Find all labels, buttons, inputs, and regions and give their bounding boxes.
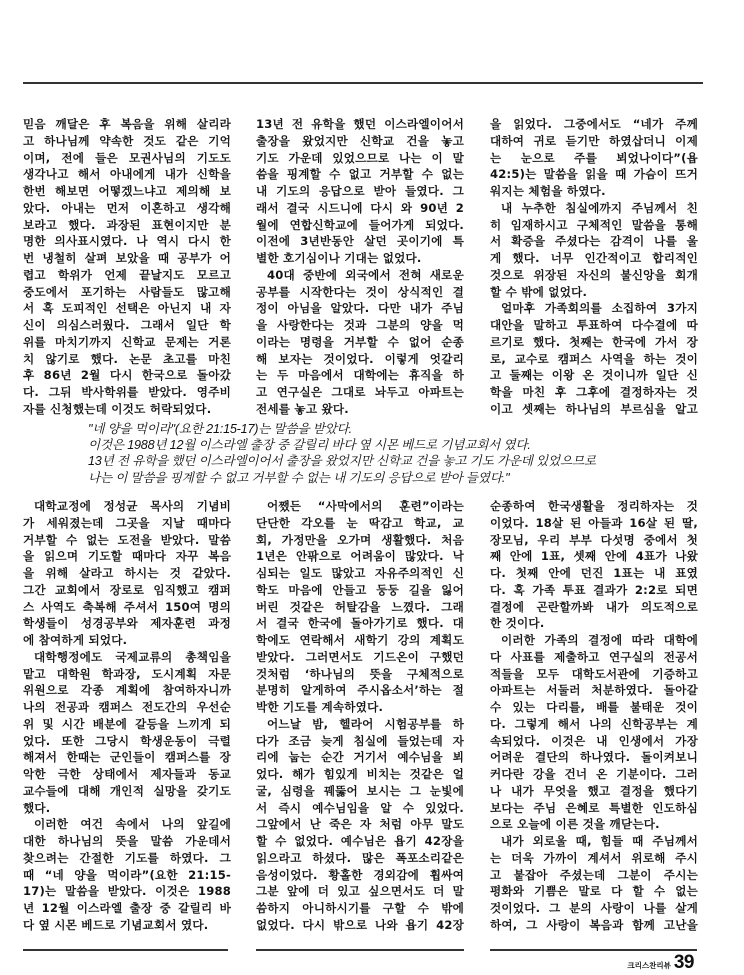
- text-line: 월에 연합신학교에 들어가게 되었다.: [256, 217, 464, 232]
- text-line: 신이 의심스러웠다. 그래서 일단 학: [23, 318, 231, 332]
- text-line: 해 보자는 것이었다. 이렇게 엇갈리: [256, 351, 464, 366]
- text-line: 버린 것같은 허탈감을 느꼈다. 그래: [256, 599, 464, 614]
- bottom-rule-right: [490, 949, 697, 951]
- text-line: 내가 외로울 때, 힘들 때 주님께서: [501, 834, 698, 848]
- text-line: 고 둘째는 이왕 온 것이니까 일단 신: [490, 368, 698, 383]
- bottom-column-2: [256, 498, 464, 934]
- text-line: 한 것이다.: [490, 616, 545, 631]
- text-line: 다가 조금 늦게 침실에 들었는데 자: [256, 733, 464, 748]
- text-line: 기도 가운데 있었으므로 나는 이 말: [256, 150, 464, 165]
- text-line: 서 확증을 주셨다는 감격이 나를 울: [490, 234, 698, 249]
- text-line: 교수들에 대해 개인적 실망을 갖기도: [23, 783, 231, 798]
- text-line: 다 옆 시몬 베드로 기념교회서 였다.: [23, 917, 209, 932]
- text-line: 학을 마친 후 그후에 결정하자는 것: [490, 385, 698, 399]
- text-line: 명한 의사표시였다. 나 역시 다시 한: [23, 234, 231, 249]
- pull-quote: [88, 421, 688, 486]
- text-line: 서 즉시 예수님임을 알 수 있었다.: [256, 800, 464, 815]
- text-line: 번 냉철히 살펴 보았을 때 공부가 어: [23, 251, 231, 265]
- text-line: 심되는 일도 많았고 자유주의적인 신: [256, 566, 464, 580]
- bottom-rule-middle: [256, 949, 464, 951]
- text-line: 없었다. 다시 밖으로 나와 욥기 42장: [256, 917, 464, 932]
- top-rule: [23, 82, 703, 84]
- text-line: 보라고 했다. 과장된 표현이지만 분: [23, 217, 231, 232]
- text-line: 결정에 곤란할까봐 내가 의도적으로: [490, 599, 698, 614]
- text-line: 해져서 한때는 군인들이 캠퍼스를 장: [23, 750, 231, 765]
- top-column-1: [23, 116, 231, 418]
- text-line: 치 않기로 했다. 논문 초고를 마친: [23, 351, 231, 366]
- page-number: 39: [673, 952, 694, 973]
- text-line: 이전에 3년반동안 살던 곳이기에 특: [256, 234, 464, 249]
- text-line: 그간 교회에서 장로로 임직했고 캠퍼: [23, 582, 231, 597]
- pull-quote-line: 13년 전 유학을 했던 이스라엘이어서 출장을 왔었지만 신학교 건을 놓고 기도 가운데 있었으므로: [88, 454, 596, 469]
- text-line: 40대 중반에 외국에서 전혀 새로운: [267, 267, 464, 282]
- text-line: 가 세워졌는데 그곳을 지날 때마다: [23, 515, 231, 530]
- pull-quote-line: "네 양을 먹이라"(요한 21:15-17)는 말씀을 받았다.: [88, 422, 352, 436]
- magazine-name: 크리스찬리뷰: [627, 961, 671, 970]
- text-line: 했다.: [23, 800, 51, 815]
- text-line: 는 눈으로 주를 뵈었나이다”(욥: [490, 150, 698, 165]
- text-line: 었다. 해가 힘있게 비치는 것같은 얼: [256, 767, 464, 781]
- text-line: 위를 마치기까지 신학교 문제는 거론: [23, 334, 231, 349]
- text-line: 생각나고 해서 아내에게 내가 신학을: [23, 167, 231, 182]
- text-line: 대하여 귀로 듣기만 하였삽더니 이제: [490, 133, 698, 148]
- text-line: 다. 그뒤 박사학위를 받았다. 영주비: [23, 385, 231, 399]
- text-line: 이러한 가족의 결정에 따라 대학에: [501, 633, 698, 647]
- text-line: 박한 기도를 계속하였다.: [256, 700, 384, 714]
- text-line: 음성이었다. 황홀한 경외감에 휩싸여: [256, 867, 464, 882]
- text-line: 는 더욱 가까이 계셔서 위로해 주시: [490, 850, 698, 865]
- text-line: 장모님, 우리 부부 다섯명 중에서 첫: [490, 532, 698, 547]
- text-line: 고 하나님께 약속한 것도 같은 기억: [23, 133, 231, 148]
- text-line: 것으로 위장된 자신의 불신앙을 회개: [490, 267, 698, 282]
- text-line: 정이 아님을 알았다. 다만 내가 주님: [256, 301, 464, 316]
- text-line: 스 사역도 축복해 주셔서 150여 명의: [23, 599, 231, 614]
- text-line: 워지는 체험을 하였다.: [490, 184, 606, 198]
- text-line: 찾으려는 간절한 기도를 하였다. 그: [23, 850, 231, 865]
- text-line: 이러한 여건 속에서 나의 앞길에: [34, 817, 231, 832]
- text-line: 그분 앞에 더 있고 싶으면서도 더 말: [256, 884, 464, 899]
- text-line: 분명히 알게하여 주시옵소서’하는 절: [256, 683, 464, 698]
- text-line: 커다란 강을 건너 온 기분이다. 그러: [490, 767, 698, 781]
- text-line: 위 및 시간 배분에 갈등을 느끼게 되: [23, 716, 231, 731]
- text-line: 내 기도의 응답으로 받아 들였다. 그: [256, 184, 464, 198]
- text-line: 하여, 그 사랑이 복음과 함께 고난을: [490, 917, 698, 932]
- text-line: 리에 눕는 순간 거기서 예수님을 뵈: [256, 750, 464, 765]
- text-line: 어쨌든 “사막에서의 훈련”이라는: [267, 499, 464, 513]
- text-line: 에 참여하게 되었다.: [23, 633, 128, 647]
- text-line: 렵고 학위가 언제 끝날지도 모르고: [23, 267, 231, 282]
- text-line: 때 “네 양을 먹이라”(요한 21:15-: [23, 867, 231, 882]
- text-line: 학생들이 성경공부와 제자훈련 과정: [23, 616, 231, 631]
- text-line: 어려운 결단의 하나였다. 돌이켜보니: [490, 750, 698, 765]
- text-line: 다 사표를 제출하고 연구실의 전공서: [490, 649, 698, 664]
- text-line: 믿음 깨달은 후 복음을 위해 살리라: [23, 117, 231, 131]
- text-line: 이었다. 18살 된 아들과 16살 된 딸,: [490, 515, 698, 530]
- text-line: 맡고 대학원 학과장, 도시계획 자문: [23, 666, 231, 681]
- text-line: 한번 해보면 어떻겠느냐고 제의해 보: [23, 184, 231, 198]
- text-line: 그앞에서 난 죽은 자 처럼 아무 말도: [256, 817, 464, 832]
- text-line: 자를 신청했는데 이것도 허락되었다.: [23, 401, 212, 416]
- pull-quote-line: 이것은 1988년 12월 이스라엘 출장 중 갈릴리 바다 옆 시몬 베드로 기념교회서 였다.: [88, 438, 531, 453]
- bottom-column-1: [23, 498, 231, 934]
- text-line: 회, 가정만을 오가며 생활했다. 처음: [256, 532, 464, 547]
- text-line: 나의 전공과 캠퍼스 전도간의 우선순: [23, 700, 231, 714]
- text-line: 것처럼 ‘하나님의 뜻을 구체적으로: [256, 666, 464, 681]
- text-line: 후 86년 2월 다시 한국으로 돌아갔: [23, 368, 231, 383]
- text-line: 속되었다. 이것은 내 인생에서 가장: [490, 733, 698, 748]
- text-line: 17)는 말씀을 받았다. 이것은 1988: [23, 884, 231, 899]
- pull-quote-line: 나는 이 말씀을 핑계할 수 없고 거부할 수 없는 내 기도의 응답으로 받아 들였다.": [88, 470, 510, 485]
- text-line: 다. 그렇게 해서 나의 신학공부는 계: [490, 716, 698, 731]
- text-line: 별한 호기심이나 기대는 없었다.: [256, 251, 422, 265]
- text-line: 는 두 마음에서 대학에는 휴직을 하: [256, 368, 464, 383]
- bottom-column-3: [490, 498, 698, 934]
- text-line: 서 혹 도피적인 선택은 아닌지 내 자: [23, 301, 231, 316]
- text-line: 을 위해 살라고 하시는 것 같았다.: [23, 566, 231, 580]
- text-line: 르기로 했다. 첫째는 한국에 가서 장: [490, 334, 698, 349]
- text-line: 할 수 없었다. 예수님은 욥기 42장을: [256, 834, 464, 848]
- text-line: 대안을 말하고 투표하여 다수결에 따: [490, 318, 698, 332]
- text-line: 전세를 놓고 왔다.: [256, 401, 349, 416]
- text-line: 이라는 명령을 거부할 수 없어 순종: [256, 334, 464, 349]
- text-line: 씀을 핑계할 수 없고 거부할 수 없는: [256, 167, 464, 182]
- text-line: 로, 교수로 캠퍼스 사역을 하는 것이: [490, 351, 698, 366]
- text-line: 래서 결국 시드니에 다시 와 90년 2: [256, 200, 464, 215]
- text-line: 을 읽으며 기도할 때마다 자꾸 복음: [23, 549, 231, 564]
- text-line: 굴, 심령을 꿰뚫어 보시는 그 눈빛에: [256, 783, 464, 798]
- text-line: 이며, 전에 들은 모권사님의 기도도: [23, 150, 231, 165]
- text-line: 1년은 안팎으로 어려움이 많았다. 낙: [256, 549, 464, 564]
- text-line: 13년 전 유학을 했던 이스라엘이어서: [256, 117, 464, 131]
- text-line: 서 결국 한국에 돌아가기로 했다. 대: [256, 616, 464, 631]
- text-line: 씀하지 아니하시기를 구할 수 밖에: [256, 901, 464, 915]
- text-line: 내 누추한 침실에까지 주님께서 친: [501, 200, 698, 215]
- text-line: 학에도 연락해서 새학기 강의 계획도: [256, 633, 464, 647]
- text-line: 위원으로 각종 계획에 참여하자니까: [23, 683, 231, 698]
- text-line: 았다. 아내는 먼저 이혼하고 생각해: [23, 200, 231, 215]
- text-line: 고 연구실은 그대로 놔두고 아파트는: [256, 385, 464, 399]
- text-line: 대한 하나님의 뜻을 말씀 가운데서: [23, 834, 231, 848]
- text-line: 고 붙잡아 주셨는데 그분이 주시는: [490, 867, 698, 882]
- text-line: 이고 셋째는 하나님의 부르심을 알고: [490, 401, 698, 416]
- bottom-rule-left: [23, 949, 228, 951]
- text-line: 대학행정에도 국제교류의 총책임을: [34, 649, 231, 664]
- text-line: 공부를 시작한다는 것이 상식적인 결: [256, 284, 464, 299]
- text-line: 출장을 왔었지만 신학교 건을 놓고: [256, 133, 464, 148]
- text-line: 다. 첫째 안에 던진 1표는 내 표였: [490, 566, 698, 580]
- text-line: 거부할 수 없는 도전을 받았다. 말씀: [23, 532, 231, 547]
- text-line: 악한 극한 상태에서 제자들과 동교: [23, 767, 231, 781]
- text-line: 을 사랑한다는 것과 그분의 양을 먹: [256, 318, 464, 332]
- text-line: 것이었다. 그 분의 사랑이 나를 살게: [490, 901, 698, 915]
- text-line: 째 안에 1표, 셋째 안에 4표가 나왔: [490, 549, 698, 564]
- text-line: 나 내가 무엇을 했고 결정을 했다기: [490, 783, 698, 798]
- text-line: 으로 오늘에 이른 것을 깨닫는다.: [490, 817, 660, 832]
- text-line: 보다는 주님 은혜로 특별한 인도하심: [490, 800, 698, 815]
- text-line: 수 있는 다리를, 배를 불태운 것이: [490, 700, 698, 714]
- text-line: 년 12월 이스라엘 출장 중 갈릴리 바: [23, 901, 231, 915]
- text-line: 순종하여 한국생활을 정리하자는 것: [490, 499, 698, 513]
- text-line: 어느날 밤, 헬라어 시험공부를 하: [267, 716, 464, 731]
- text-line: 적들을 모두 대학도서관에 기증하고: [490, 666, 698, 681]
- text-line: 을 읽었다. 그중에서도 “네가 주께: [490, 117, 698, 131]
- text-line: 42:5)는 말씀을 읽을 때 가슴이 뜨거: [490, 167, 698, 182]
- text-line: 학도 마음에 안들고 둥둥 길을 잃어: [256, 582, 464, 597]
- text-line: 중도에서 포기하는 사람들도 많고해: [23, 284, 231, 299]
- text-line: 단단한 각오를 눈 딱감고 학교, 교: [256, 515, 464, 530]
- text-line: 읽으라고 하셨다. 많은 폭포소리같은: [256, 850, 464, 865]
- text-line: 었다. 또한 그당시 학생운동이 극렬: [23, 733, 231, 748]
- top-column-2: [256, 116, 464, 418]
- page-footer: [627, 952, 694, 974]
- text-line: 평화와 기쁨은 말로 다 할 수 없는: [490, 884, 698, 899]
- text-line: 히 임재하시고 구체적인 말씀을 통해: [490, 217, 698, 232]
- text-line: 아파트는 서둘러 처분하였다. 돌아갈: [490, 683, 698, 698]
- top-column-3: [490, 116, 698, 418]
- text-line: 받았다. 그러면서도 기드온이 구했던: [256, 649, 464, 664]
- text-line: 대학교정에 정성균 목사의 기념비: [34, 499, 231, 513]
- text-line: 다. 혹 가족 투표 결과가 2:2로 되면: [490, 582, 698, 597]
- text-line: 할 수 밖에 없었다.: [490, 284, 588, 299]
- text-line: 게 했다. 너무 인간적이고 합리적인: [490, 251, 698, 265]
- text-line: 얼마후 가족회의를 소집하여 3가지: [501, 301, 698, 316]
